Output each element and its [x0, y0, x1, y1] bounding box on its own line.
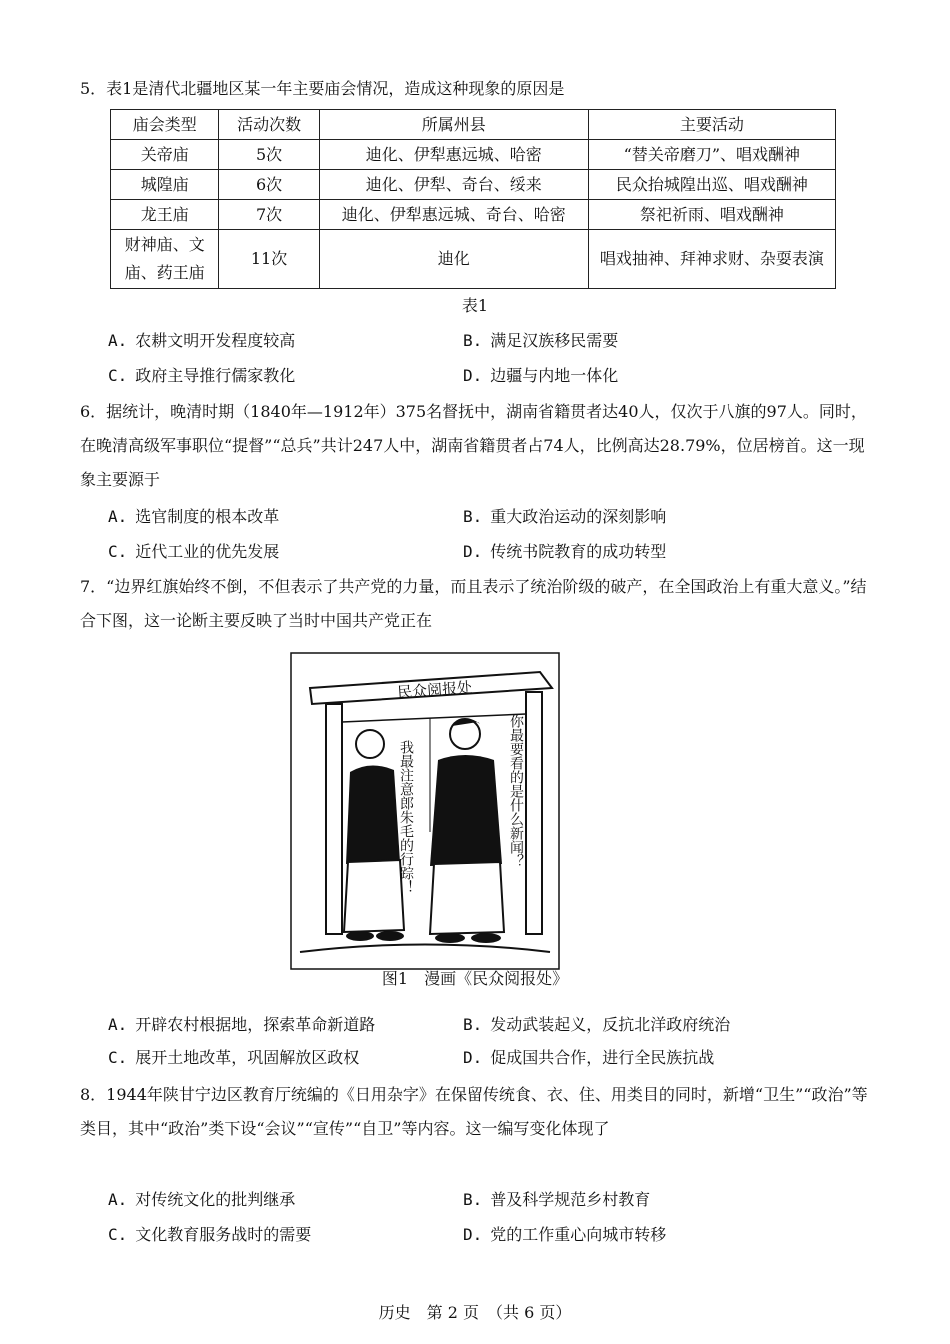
- option-key: C.: [108, 542, 128, 561]
- table-header-row: [111, 110, 836, 140]
- table-cell: 财神庙、文庙、药王庙: [111, 230, 219, 289]
- table-cell: 迪化、伊犁惠远城、奇台、哈密: [319, 200, 588, 230]
- option-key: D.: [463, 1225, 483, 1244]
- table-cell: 11次: [219, 230, 319, 289]
- option-key: A.: [108, 331, 128, 350]
- option-5b[interactable]: [463, 326, 618, 356]
- option-text: 边疆与内地一体化: [490, 366, 619, 385]
- right-figure-robe: [430, 862, 504, 934]
- option-text: 对传统文化的批判继承: [135, 1190, 296, 1209]
- pillar-left: [326, 704, 342, 934]
- option-key: C.: [108, 366, 128, 385]
- left-figure-shoe: [376, 931, 404, 941]
- left-figure-head: [356, 730, 384, 758]
- option-text: 政府主导推行儒家教化: [135, 366, 296, 385]
- option-7d[interactable]: [463, 1043, 714, 1073]
- option-5a[interactable]: [108, 326, 295, 356]
- option-text: 促成国共合作，进行全民族抗战: [490, 1048, 715, 1067]
- option-text: 普及科学规范乡村教育: [490, 1190, 651, 1209]
- right-speech-text: 你最要看的是什么新闻？: [508, 714, 524, 868]
- option-text: 满足汉族移民需要: [490, 331, 619, 350]
- option-text: 传统书院教育的成功转型: [490, 542, 667, 561]
- table-row: [111, 230, 836, 289]
- table-header-cell: 主要活动: [588, 110, 835, 140]
- option-6a[interactable]: [108, 502, 279, 532]
- table-row: [111, 140, 836, 170]
- question-5-stem: 5．表1是清代北疆地区某一年主要庙会情况，造成这种现象的原因是: [80, 79, 565, 98]
- option-text: 选官制度的根本改革: [135, 507, 280, 526]
- option-8b[interactable]: [463, 1185, 650, 1215]
- question-8-stem: 8．1944年陕甘宁边区教育厅统编的《日用杂字》在保留传统食、衣、住、用类目的同时，新增“卫生”“政治”等类目，其中“政治”类下设“会议”“宣传”“自卫”等内容。这一编写变化体现了: [80, 1085, 868, 1138]
- sign-text: 民众阅报处: [396, 678, 473, 702]
- option-key: B.: [463, 331, 483, 350]
- option-key: C.: [108, 1225, 128, 1244]
- option-6c[interactable]: [108, 537, 279, 567]
- option-key: D.: [463, 542, 483, 561]
- question-5-options-row-1: [108, 326, 868, 356]
- table-cell: 迪化、伊犁惠远城、哈密: [319, 140, 588, 170]
- option-key: A.: [108, 1015, 128, 1034]
- cartoon-reading-station: [290, 652, 560, 970]
- question-8-options-row-1: [108, 1185, 868, 1215]
- option-key: B.: [463, 1190, 483, 1209]
- table-cell: 迪化: [319, 230, 588, 289]
- left-speech-text: 我最注意郎朱毛的行踪！: [398, 740, 414, 894]
- question-7-options-row-1: [108, 1010, 868, 1040]
- option-key: A.: [108, 507, 128, 526]
- table-cell: 民众抬城隍出巡、唱戏酬神: [588, 170, 835, 200]
- option-text: 文化教育服务战时的需要: [135, 1225, 312, 1244]
- option-key: A.: [108, 1190, 128, 1209]
- option-text: 党的工作重心向城市转移: [490, 1225, 667, 1244]
- option-6d[interactable]: [463, 537, 666, 567]
- option-8d[interactable]: [463, 1220, 666, 1250]
- right-figure-shoe: [471, 933, 501, 943]
- table-header-cell: 庙会类型: [111, 110, 219, 140]
- option-key: B.: [463, 507, 483, 526]
- right-figure-shoe: [435, 933, 465, 943]
- table-header-cell: 活动次数: [219, 110, 319, 140]
- option-5d[interactable]: [463, 361, 618, 391]
- option-6b[interactable]: [463, 502, 666, 532]
- figure-1-caption: 图1 漫画《民众阅报处》: [381, 969, 569, 988]
- left-figure-jacket: [346, 765, 400, 864]
- table-cell: 关帝庙: [111, 140, 219, 170]
- table-cell: 迪化、伊犁、奇台、绥来: [319, 170, 588, 200]
- question-7-options-row-2: [108, 1043, 868, 1073]
- option-7b[interactable]: [463, 1010, 730, 1040]
- table-cell: 唱戏抽神、拜神求财、杂耍表演: [588, 230, 835, 289]
- table-row: [111, 200, 836, 230]
- option-text: 发动武装起义，反抗北洋政府统治: [490, 1015, 731, 1034]
- table-cell: 6次: [219, 170, 319, 200]
- left-figure-shoe: [346, 931, 374, 941]
- option-8c[interactable]: [108, 1220, 311, 1250]
- pillar-right: [526, 692, 542, 934]
- question-6-options-row-2: [108, 537, 868, 567]
- option-key: D.: [463, 366, 483, 385]
- right-figure-jacket: [430, 755, 502, 866]
- table-cell: 城隍庙: [111, 170, 219, 200]
- table-cell: 祭祀祈雨、唱戏酬神: [588, 200, 835, 230]
- table-cell: 7次: [219, 200, 319, 230]
- option-7c[interactable]: [108, 1043, 359, 1073]
- option-key: D.: [463, 1048, 483, 1067]
- table-1: [110, 109, 836, 289]
- question-7-stem: 7．“边界红旗始终不倒，不但表示了共产党的力量，而且表示了统治阶级的破产，在全国政治上有重大意义。”结合下图，这一论断主要反映了当时中国共产党正在: [80, 577, 867, 630]
- option-text: 重大政治运动的深刻影响: [490, 507, 667, 526]
- option-8a[interactable]: [108, 1185, 295, 1215]
- table-header-cell: 所属州县: [319, 110, 588, 140]
- option-key: B.: [463, 1015, 483, 1034]
- option-text: 开辟农村根据地，探索革命新道路: [135, 1015, 376, 1034]
- table-row: [111, 170, 836, 200]
- option-text: 近代工业的优先发展: [135, 542, 280, 561]
- option-text: 农耕文明开发程度较高: [135, 331, 296, 350]
- left-figure-robe: [344, 860, 404, 932]
- option-5c[interactable]: [108, 361, 295, 391]
- table-cell: 龙王庙: [111, 200, 219, 230]
- question-6-options-row-1: [108, 502, 868, 532]
- table-1-caption: 表1: [461, 296, 489, 315]
- page-footer: 历史 第 2 页 （共 6 页）: [378, 1303, 572, 1322]
- question-5-options-row-2: [108, 361, 868, 391]
- table-cell: “替关帝磨刀”、唱戏酬神: [588, 140, 835, 170]
- option-key: C.: [108, 1048, 128, 1067]
- option-text: 展开土地改革，巩固解放区政权: [135, 1048, 360, 1067]
- question-6-stem: 6．据统计，晚清时期（1840年—1912年）375名督抚中，湖南省籍贯者达40人，仅次于八旗的97人。同时，在晚清高级军事职位“提督”“总兵”共计247人中，湖南省籍贯者占74人，比例高达28.79%，位居榜首。这一现象主要源于: [80, 402, 867, 489]
- option-7a[interactable]: [108, 1010, 375, 1040]
- question-8-options-row-2: [108, 1220, 868, 1250]
- table-cell: 5次: [219, 140, 319, 170]
